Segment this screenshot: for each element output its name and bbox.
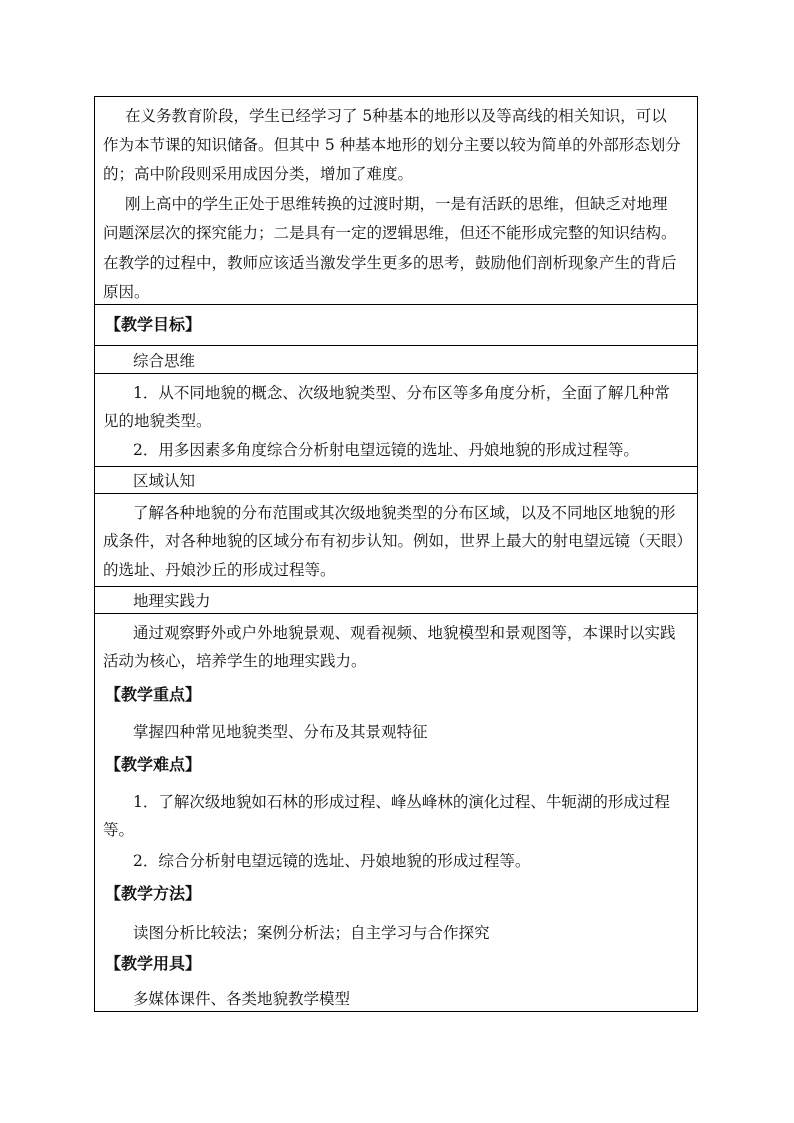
region-title-cell [95, 467, 697, 494]
lesson-plan-table [94, 96, 698, 1012]
key-points-heading-cell [95, 680, 697, 715]
analysis-p2-line4: 原因。 [103, 283, 150, 301]
analysis-p1-line1: 在义务教育阶段，学生已经学习了 5种基本的地形以及等高线的相关知识，可以 [125, 107, 667, 125]
analysis-p1-line3: 的；高中阶段则采用成因分类，增加了难度。 [103, 165, 414, 183]
practice-line2: 活动为核心，培养学生的地理实践力。 [103, 652, 367, 670]
practice-line1: 通过观察野外或户外地貌景观、观看视频、地貌模型和景观图等，本课时以实践 [133, 624, 676, 642]
thinking-item2: 2．用多因素多角度综合分析射电望远镜的选址、丹娘地貌的形成过程等。 [133, 441, 639, 459]
difficulties-item1-line2: 等。 [103, 821, 135, 839]
difficulties-heading-cell [95, 750, 697, 784]
methods-text: 读图分析比较法；案例分析法；自主学习与合作探究 [133, 924, 490, 942]
methods-heading-cell [95, 880, 697, 914]
practice-content-cell [95, 614, 697, 680]
difficulties-item2: 2．综合分析射电望远镜的选址、丹娘地貌的形成过程等。 [133, 852, 531, 870]
key-points-text: 掌握四种常见地貌类型、分布及其景观特征 [133, 723, 428, 741]
thinking-item1-line2: 见的地貌类型。 [103, 412, 212, 430]
thinking-content-cell [95, 374, 697, 467]
analysis-p2-line1: 刚上高中的学生正处于思维转换的过渡时期，一是有活跃的思维，但缺乏对地理 [125, 195, 668, 213]
tools-text: 多媒体课件、各类地貌教学模型 [133, 990, 351, 1008]
region-title: 区域认知 [133, 472, 196, 490]
methods-content-cell [95, 915, 697, 949]
tools-heading-cell [95, 949, 697, 983]
practice-title: 地理实践力 [133, 592, 211, 610]
difficulties-content-cell [95, 785, 697, 880]
goals-heading-cell [95, 305, 697, 346]
difficulties-item1-line1: 1．了解次级地貌如石林的形成过程、峰丛峰林的演化过程、牛轭湖的形成过程 [133, 793, 670, 811]
thinking-title-cell [95, 346, 697, 374]
region-line3: 的选址、丹娘沙丘的形成过程等。 [103, 561, 336, 579]
region-content-cell [95, 494, 697, 587]
practice-title-cell [95, 587, 697, 614]
learner-analysis-cell [95, 97, 697, 305]
key-points-content-cell [95, 716, 697, 750]
thinking-item1-line1: 1．从不同地貌的概念、次级地貌类型、分布区等多角度分析，全面了解几种常 [133, 384, 670, 402]
goals-heading: 【教学目标】 [105, 315, 202, 334]
tools-heading: 【教学用具】 [105, 954, 202, 973]
key-points-heading: 【教学重点】 [105, 685, 202, 704]
analysis-p2-line3: 在教学的过程中，教师应该适当激发学生更多的思考，鼓励他们剖析现象产生的背后 [103, 254, 677, 272]
region-line1: 了解各种地貌的分布范围或其次级地貌类型的分布区域，以及不同地区地貌的形 [133, 504, 676, 522]
thinking-title: 综合思维 [133, 352, 196, 370]
region-line2: 成条件，对各种地貌的区域分布有初步认知。例如，世界上最大的射电望远镜（天眼） [103, 532, 693, 550]
difficulties-heading: 【教学难点】 [105, 755, 202, 774]
analysis-p2-line2: 问题深层次的探究能力；二是具有一定的逻辑思维，但还不能形成完整的知识结构。 [103, 224, 677, 242]
analysis-p1-line2: 作为本节课的知识储备。但其中 5 种基本地形的划分主要以较为简单的外部形态划分 [103, 136, 681, 154]
tools-content-cell [95, 984, 697, 1012]
methods-heading: 【教学方法】 [105, 884, 202, 903]
